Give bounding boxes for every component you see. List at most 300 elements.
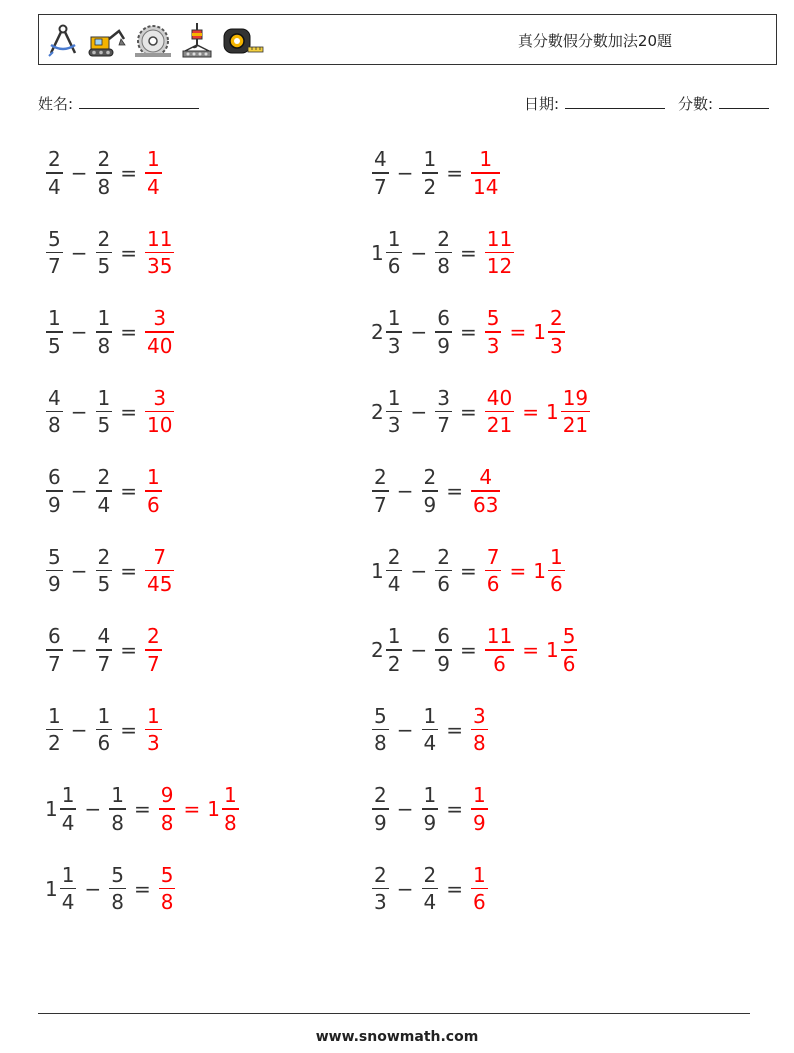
problem-item: [45, 461, 163, 521]
operand-a-fraction: [46, 387, 63, 437]
operand-b-denominator: 9: [437, 333, 450, 358]
operand-b-numerator: 2: [97, 226, 111, 251]
minus-sign: −: [84, 876, 102, 901]
answer-numerator: 1: [147, 703, 160, 728]
minus-sign: −: [396, 717, 414, 742]
answer-number: [158, 784, 177, 834]
answer-number: [158, 864, 177, 914]
minus-sign: −: [410, 399, 428, 424]
problem-item: [45, 541, 175, 601]
answer: [144, 466, 163, 516]
footer-url: www.snowmath.com: [315, 1029, 479, 1045]
name-blank[interactable]: [79, 94, 199, 109]
answer-mixed-number: [546, 387, 591, 437]
answer-denominator: 6: [486, 572, 500, 597]
answer-number: [144, 307, 175, 357]
operand-b-numerator: 1: [111, 783, 124, 808]
operand-b-fraction: [96, 148, 113, 198]
answer: [158, 864, 177, 914]
operand-a-denominator: 4: [61, 810, 75, 835]
operand-a-whole: 1: [45, 797, 58, 821]
operand-a-fraction: [372, 864, 389, 914]
problem-item: [45, 700, 163, 760]
operand-a-fraction: [46, 625, 63, 675]
operand-b-denominator: 8: [97, 333, 111, 358]
operand-b-fraction: [435, 546, 452, 596]
operand-b-number: [421, 784, 440, 834]
footer-divider: [38, 1013, 750, 1014]
answer-number: [484, 228, 515, 278]
equals-sign: =: [446, 161, 463, 185]
operand-a-numerator: 5: [374, 703, 387, 728]
operand-a-denominator: 8: [374, 731, 387, 756]
minus-sign: −: [70, 399, 88, 424]
answer-number: [484, 546, 503, 596]
operand-a-number: [45, 705, 64, 755]
operand-a-number: [371, 705, 390, 755]
problem-item: [371, 620, 578, 680]
problem-item: [371, 541, 566, 601]
operand-a-numerator: 2: [374, 783, 387, 808]
answer-denominator: 6: [473, 890, 486, 915]
operand-a-denominator: 6: [387, 254, 401, 279]
operand-b-number: [434, 625, 453, 675]
operand-a-number: [45, 228, 64, 278]
answer-number: [470, 864, 489, 914]
operand-b-denominator: 5: [97, 413, 111, 438]
answer-fraction: [145, 625, 162, 675]
operand-a-number: [371, 784, 390, 834]
equals-sign: =: [446, 479, 463, 503]
operand-a-number: [45, 784, 77, 834]
answer-denominator: 9: [473, 810, 486, 835]
operand-b-numerator: 6: [437, 306, 450, 331]
operand-b-number: [421, 148, 440, 198]
operand-a-denominator: 7: [48, 254, 61, 279]
answer: [144, 387, 175, 437]
problem-item: [45, 223, 175, 283]
problem-item: [371, 700, 489, 760]
operand-b-number: [95, 466, 114, 516]
compass-icon: [45, 23, 81, 59]
answer-fraction: [471, 784, 488, 834]
answer-mixed-number: [207, 784, 239, 834]
operand-b-denominator: 4: [423, 890, 437, 915]
operand-a-number: [371, 387, 403, 437]
operand-a-denominator: 4: [387, 572, 401, 597]
answer-numerator: 5: [486, 306, 500, 331]
operand-a-fraction: [46, 307, 63, 357]
operand-b-number: [421, 466, 440, 516]
operand-a-numerator: 5: [48, 544, 61, 569]
answer-equals-sign: =: [509, 320, 527, 344]
operand-a-fraction: [372, 466, 389, 516]
operand-a-whole: 2: [371, 399, 384, 424]
answer-numerator: 11: [147, 226, 173, 251]
answer-mixed-denominator: 6: [562, 651, 576, 676]
answer-fraction: [145, 148, 162, 198]
answer-fraction: [145, 307, 174, 357]
equals-sign: =: [459, 240, 477, 265]
answer: [144, 625, 163, 675]
answer-number: [144, 546, 175, 596]
operand-a-fraction: [386, 228, 403, 278]
operand-b-fraction: [422, 148, 439, 198]
answer: [470, 864, 489, 914]
name-label: 姓名:: [38, 95, 74, 113]
minus-sign: −: [410, 558, 428, 583]
answer-fraction: [471, 864, 488, 914]
answer-denominator: 8: [160, 890, 174, 915]
answer-denominator: 40: [147, 333, 173, 358]
answer-numerator: 11: [486, 624, 513, 649]
operand-b-fraction: [96, 466, 113, 516]
operand-b-number: [434, 228, 453, 278]
answer: [144, 148, 163, 198]
minus-sign: −: [70, 240, 88, 265]
answer-mixed-fraction: [548, 546, 565, 596]
operand-a-fraction: [372, 148, 389, 198]
equals-sign: =: [459, 320, 477, 344]
answer-mixed-numerator: 5: [562, 624, 576, 649]
operand-b-denominator: 8: [111, 890, 124, 915]
answer-fraction: [145, 387, 174, 437]
operand-b-numerator: 2: [97, 465, 111, 490]
answer-mixed-numerator: 1: [223, 783, 237, 808]
tape-measure-icon: [221, 23, 265, 59]
operand-a-numerator: 2: [374, 862, 387, 887]
answer-numerator: 11: [486, 226, 513, 251]
name-field: [38, 93, 199, 114]
equals-sign: =: [120, 479, 137, 503]
operand-a-numerator: 1: [387, 226, 401, 251]
operand-b-numerator: 1: [97, 306, 111, 331]
operand-a-number: [45, 864, 77, 914]
operand-b-fraction: [96, 387, 113, 437]
operand-a-number: [45, 625, 64, 675]
answer-denominator: 21: [486, 413, 513, 438]
minus-sign: −: [410, 240, 428, 265]
operand-b-fraction: [109, 864, 126, 914]
operand-a-numerator: 6: [48, 624, 61, 649]
answer-denominator: 8: [473, 731, 486, 756]
equals-sign: =: [133, 876, 151, 901]
answer-number: [144, 625, 163, 675]
operand-a-numerator: 5: [48, 226, 61, 251]
equals-sign: =: [120, 717, 137, 742]
operand-a-fraction: [46, 148, 63, 198]
answer-mixed-denominator: 3: [549, 333, 563, 358]
operand-a-whole: 2: [371, 638, 384, 662]
answer-number: [470, 705, 489, 755]
operand-b-fraction: [96, 307, 113, 357]
operand-b-denominator: 5: [97, 572, 111, 597]
answer-fraction: [485, 546, 502, 596]
equals-sign: =: [459, 638, 477, 662]
operand-a-denominator: 8: [48, 413, 61, 438]
answer-mixed-denominator: 8: [223, 810, 237, 835]
operand-b-fraction: [96, 546, 113, 596]
answer-numerator: 40: [486, 385, 513, 410]
date-field: [524, 93, 665, 114]
score-label: 分數:: [678, 95, 714, 113]
operand-a-numerator: 1: [387, 306, 401, 331]
operand-b-number: [95, 228, 114, 278]
answer-numerator: 3: [153, 306, 167, 331]
answer-numerator: 1: [473, 783, 486, 808]
answer-denominator: 45: [147, 572, 173, 597]
answer: [158, 784, 240, 834]
operand-b-number: [95, 625, 114, 675]
operand-b-numerator: 3: [437, 385, 450, 410]
operand-b-fraction: [422, 705, 439, 755]
answer-numerator: 1: [479, 147, 493, 172]
answer-numerator: 5: [160, 862, 174, 887]
answer-fraction: [485, 625, 514, 675]
crane-hook-icon: [179, 23, 215, 59]
answer-number: [484, 387, 515, 437]
minus-sign: −: [410, 320, 428, 344]
equals-sign: =: [459, 399, 477, 424]
answer-mixed-whole: 1: [545, 638, 559, 662]
operand-b-number: [95, 307, 114, 357]
operand-a-denominator: 5: [48, 333, 61, 358]
answer-denominator: 3: [486, 333, 500, 358]
operand-b-denominator: 9: [423, 492, 437, 517]
answer-number: [470, 784, 489, 834]
operand-b-denominator: 2: [423, 174, 437, 199]
answer-denominator: 6: [147, 492, 160, 517]
operand-a-number: [45, 466, 64, 516]
answer: [144, 546, 175, 596]
answer-fraction: [145, 466, 162, 516]
operand-a-numerator: 1: [61, 783, 75, 808]
answer-mixed-denominator: 6: [549, 572, 563, 597]
operand-a-whole: 1: [371, 558, 384, 583]
operand-a-number: [45, 148, 64, 198]
answer: [484, 387, 591, 437]
answer-numerator: 7: [153, 544, 167, 569]
answer-denominator: 12: [486, 254, 513, 279]
answer-denominator: 6: [493, 651, 506, 676]
operand-a-numerator: 6: [48, 465, 61, 490]
operand-b-fraction: [422, 864, 439, 914]
answer-fraction: [145, 228, 174, 278]
answer-denominator: 14: [473, 174, 499, 199]
problem-item: [371, 143, 501, 203]
operand-b-numerator: 2: [437, 544, 450, 569]
answer-fraction: [485, 387, 514, 437]
answer-fraction: [145, 705, 162, 755]
answer-mixed-number: [533, 307, 565, 357]
score-blank[interactable]: [719, 94, 769, 109]
operand-a-numerator: 1: [48, 703, 61, 728]
operand-a-numerator: 1: [387, 385, 401, 410]
operand-b-numerator: 4: [97, 624, 111, 649]
operand-b-number: [434, 387, 453, 437]
operand-b-denominator: 6: [437, 572, 450, 597]
operand-a-fraction: [60, 784, 77, 834]
operand-a-denominator: 7: [374, 174, 387, 199]
answer-mixed-denominator: 21: [562, 413, 589, 438]
operand-a-denominator: 3: [387, 413, 401, 438]
minus-sign: −: [410, 638, 428, 662]
minus-sign: −: [84, 797, 102, 821]
answer-mixed-fraction: [561, 387, 590, 437]
excavator-icon: [87, 23, 127, 59]
operand-b-fraction: [96, 625, 113, 675]
operand-a-number: [371, 148, 390, 198]
minus-sign: −: [70, 717, 88, 742]
operand-a-numerator: 1: [61, 862, 75, 887]
answer-mixed-fraction: [222, 784, 239, 834]
operand-b-numerator: 2: [423, 465, 437, 490]
answer: [144, 228, 175, 278]
problem-item: [371, 859, 489, 919]
answer-number: [144, 148, 163, 198]
operand-b-denominator: 9: [437, 651, 450, 676]
operand-a-whole: 1: [45, 876, 58, 901]
problem-item: [45, 779, 240, 839]
answer-number: [484, 307, 503, 357]
answer-mixed-number: [546, 625, 578, 675]
operand-a-denominator: 7: [374, 492, 387, 517]
answer-number: [470, 466, 501, 516]
operand-a-number: [371, 864, 390, 914]
problem-item: [371, 461, 501, 521]
date-blank[interactable]: [565, 94, 665, 109]
answer-fraction: [471, 705, 488, 755]
answer: [470, 705, 489, 755]
problem-item: [45, 143, 163, 203]
answer-denominator: 63: [473, 492, 499, 517]
operand-b-number: [95, 148, 114, 198]
operand-b-fraction: [96, 228, 113, 278]
operand-b-number: [421, 864, 440, 914]
equals-sign: =: [446, 876, 463, 901]
answer-denominator: 35: [147, 254, 173, 279]
answer-fraction: [485, 228, 514, 278]
answer-mixed-numerator: 19: [562, 385, 589, 410]
score-field: [678, 93, 769, 114]
operand-a-fraction: [372, 784, 389, 834]
operand-a-fraction: [46, 705, 63, 755]
operand-b-denominator: 9: [423, 810, 437, 835]
operand-a-number: [371, 228, 403, 278]
operand-b-number: [95, 705, 114, 755]
operand-a-fraction: [386, 387, 403, 437]
answer-denominator: 4: [147, 174, 160, 199]
answer-numerator: 1: [147, 147, 160, 172]
equals-sign: =: [120, 240, 137, 265]
operand-b-fraction: [435, 307, 452, 357]
operand-a-whole: 2: [371, 320, 384, 344]
answer: [484, 307, 566, 357]
operand-a-numerator: 1: [48, 306, 61, 331]
operand-b-numerator: 2: [97, 544, 111, 569]
answer-mixed-whole: 1: [533, 558, 546, 583]
answer-mixed-whole: 1: [207, 797, 220, 821]
operand-a-numerator: 2: [387, 544, 401, 569]
answer-mixed-whole: 1: [545, 399, 559, 424]
operand-a-numerator: 2: [374, 465, 387, 490]
answer-fraction: [471, 466, 500, 516]
operand-b-fraction: [435, 228, 452, 278]
operand-b-fraction: [435, 625, 452, 675]
minus-sign: −: [70, 161, 88, 185]
operand-b-numerator: 2: [423, 862, 437, 887]
problem-item: [45, 620, 163, 680]
minus-sign: −: [396, 161, 414, 185]
operand-b-denominator: 7: [97, 651, 111, 676]
operand-b-number: [108, 864, 127, 914]
saw-blade-icon: [133, 23, 173, 59]
answer-number: [470, 148, 501, 198]
operand-b-numerator: 1: [97, 703, 111, 728]
operand-a-fraction: [46, 228, 63, 278]
operand-b-denominator: 7: [437, 413, 450, 438]
answer: [484, 625, 579, 675]
minus-sign: −: [396, 797, 414, 821]
answer-denominator: 8: [160, 810, 174, 835]
operand-b-numerator: 2: [437, 226, 450, 251]
answer: [470, 466, 501, 516]
operand-b-numerator: 1: [423, 703, 437, 728]
answer-numerator: 1: [473, 862, 486, 887]
operand-b-numerator: 1: [423, 783, 437, 808]
problem-item: [45, 859, 176, 919]
worksheet-title: 真分數假分數加法20題: [517, 32, 672, 50]
operand-a-denominator: 3: [374, 890, 387, 915]
answer-numerator: 4: [479, 465, 493, 490]
operand-a-whole: 1: [371, 240, 384, 265]
answer: [484, 546, 566, 596]
answer: [144, 705, 163, 755]
answer-number: [144, 228, 175, 278]
answer-mixed-fraction: [561, 625, 578, 675]
operand-a-fraction: [46, 546, 63, 596]
answer-numerator: 3: [153, 385, 167, 410]
operand-a-number: [371, 625, 403, 675]
operand-b-number: [108, 784, 127, 834]
operand-b-number: [95, 387, 114, 437]
answer-number: [144, 387, 175, 437]
operand-a-numerator: 2: [48, 147, 61, 172]
minus-sign: −: [70, 320, 88, 344]
minus-sign: −: [396, 876, 414, 901]
operand-b-number: [95, 546, 114, 596]
problem-item: [45, 382, 175, 442]
answer: [144, 307, 175, 357]
operand-b-denominator: 8: [437, 254, 450, 279]
answer-denominator: 3: [147, 731, 160, 756]
answer-fraction: [159, 864, 176, 914]
answer-denominator: 7: [147, 651, 160, 676]
operand-b-fraction: [435, 387, 452, 437]
operand-a-number: [371, 307, 403, 357]
answer-equals-sign: =: [522, 638, 539, 662]
answer-numerator: 3: [473, 703, 486, 728]
answer: [470, 148, 501, 198]
operand-a-number: [45, 546, 64, 596]
answer-equals-sign: =: [522, 399, 539, 424]
problem-item: [45, 302, 175, 362]
operand-a-numerator: 4: [48, 385, 61, 410]
equals-sign: =: [133, 797, 151, 821]
operand-a-denominator: 2: [387, 651, 401, 676]
operand-b-number: [434, 307, 453, 357]
problem-item: [371, 223, 515, 283]
